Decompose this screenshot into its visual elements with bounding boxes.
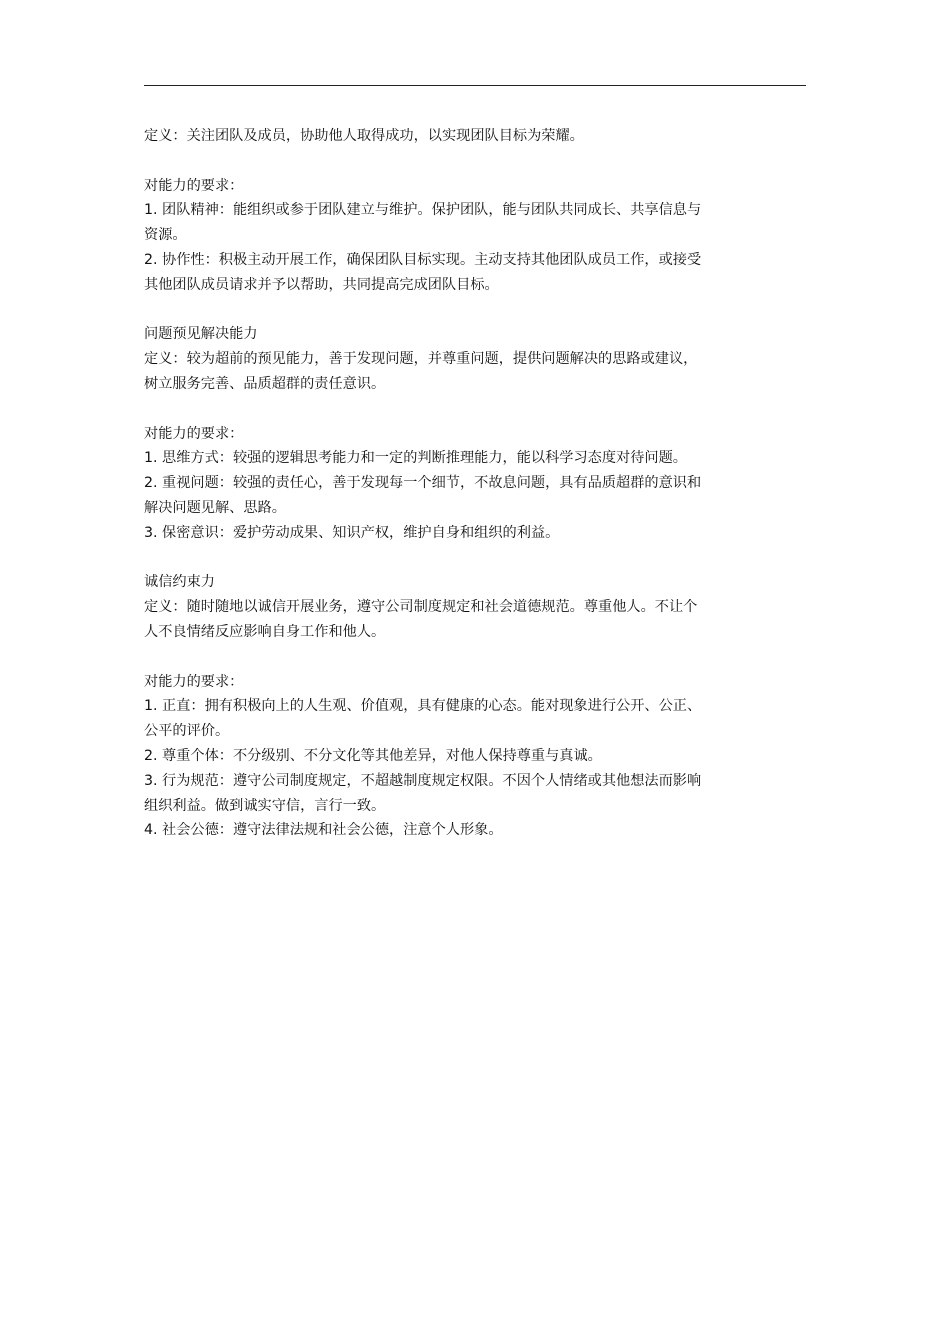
text-line: 树立服务完善、品质超群的责任意识。 xyxy=(144,375,386,392)
text-line: 公平的评价。 xyxy=(144,723,230,740)
blank-line xyxy=(144,546,808,571)
header-rule xyxy=(144,85,806,86)
text-line: 1. 思维方式：较强的逻辑思考能力和一定的判断推理能力，能以科学习态度对待问题。 xyxy=(144,450,687,467)
section-heading: 诚信约束力 xyxy=(144,574,215,591)
text-line: 其他团队成员请求并予以帮助，共同提高完成团队目标。 xyxy=(144,276,499,293)
text-line: 3. 行为规范：遵守公司制度规定，不超越制度规定权限。不因个人情绪或其他想法而影响 xyxy=(144,772,702,789)
section-heading: 问题预见解决能力 xyxy=(144,326,258,343)
blank-line xyxy=(144,645,808,670)
section-heading: 对能力的要求： xyxy=(144,673,244,690)
text-line: 解决问题见解、思路。 xyxy=(144,499,286,516)
text-line: 组织利益。做到诚实守信，言行一致。 xyxy=(144,797,386,814)
text-line: 1. 正直：拥有积极向上的人生观、价值观，具有健康的心态。能对现象进行公开、公正、 xyxy=(144,698,702,715)
text-line: 2. 协作性：积极主动开展工作，确保团队目标实现。主动支持其他团队成员工作，或接受 xyxy=(144,251,702,268)
blank-line xyxy=(144,149,808,174)
section-heading: 对能力的要求： xyxy=(144,425,244,442)
text-line: 定义：关注团队及成员，协助他人取得成功，以实现团队目标为荣耀。 xyxy=(144,128,584,144)
text-line: 4. 社会公德：遵守法律法规和社会公德，注意个人形象。 xyxy=(144,822,503,839)
document-body xyxy=(144,124,808,843)
text-line: 1. 团队精神：能组织或参于团队建立与维护。保护团队，能与团队共同成长、共享信息与 xyxy=(144,202,702,219)
text-line: 资源。 xyxy=(144,227,187,244)
text-line: 定义：较为超前的预见能力，善于发现问题，并尊重问题，提供问题解决的思路或建议， xyxy=(144,351,698,368)
section-heading: 对能力的要求： xyxy=(144,177,244,194)
blank-line xyxy=(144,298,808,323)
text-line: 2. 重视问题：较强的责任心，善于发现每一个细节，不故息问题，具有品质超群的意识和 xyxy=(144,475,702,492)
text-line: 3. 保密意识：爱护劳动成果、知识产权，维护自身和组织的利益。 xyxy=(144,524,560,541)
blank-line xyxy=(144,397,808,422)
text-line: 人不良情绪反应影响自身工作和他人。 xyxy=(144,623,386,640)
text-line: 定义：随时随地以诚信开展业务，遵守公司制度规定和社会道德规范。尊重他人。不让个 xyxy=(144,599,698,616)
text-line: 2. 尊重个体：不分级别、不分文化等其他差异，对他人保持尊重与真诚。 xyxy=(144,747,602,764)
